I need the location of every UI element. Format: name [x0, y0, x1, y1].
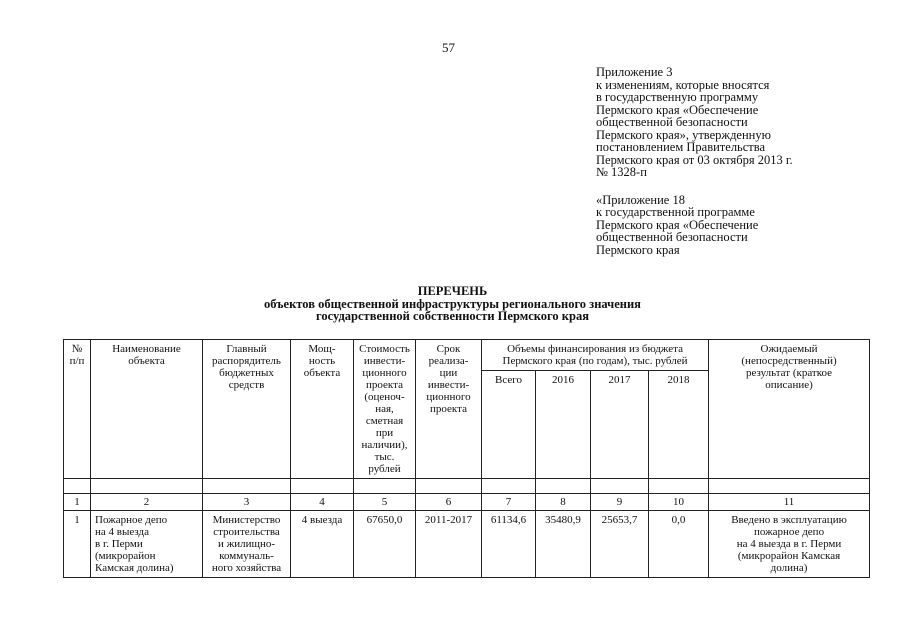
header-name: Наименование объекта [91, 340, 203, 479]
cell-2017: 25653,7 [591, 511, 649, 578]
header-term: Срок реализа- ции инвести- ционного проекта [416, 340, 482, 479]
cell-term: 2011-2017 [416, 511, 482, 578]
cell-capacity: 4 выезда [291, 511, 354, 578]
column-number: 9 [591, 494, 649, 511]
column-number: 4 [291, 494, 354, 511]
header-manager: Главный распорядитель бюджетных средств [203, 340, 291, 479]
cell-cost: 67650,0 [354, 511, 416, 578]
header-result: Ожидаемый (непосредственный) результат (краткое описание) [709, 340, 870, 479]
appendix-line: общественной безопасности [596, 230, 748, 244]
appendix-line: Пермского края от 03 октября 2013 г. [596, 152, 793, 167]
title-line: ПЕРЕЧЕНЬ [417, 284, 488, 298]
appendix-line: «Приложение 18 [596, 192, 685, 207]
appendix-line: к изменениям, которые вносятся [596, 77, 770, 92]
appendix-line: Пермского края», утвержденную [596, 127, 771, 142]
column-number: 11 [709, 494, 870, 511]
appendix-line: общественной безопасности [596, 115, 748, 129]
column-number: 2 [91, 494, 203, 511]
header-total: Всего [482, 371, 536, 479]
header-capacity: Мощ- ность объекта [291, 340, 354, 479]
header-2016: 2016 [536, 371, 591, 479]
header-num: № п/п [64, 340, 91, 479]
appendix-line: Пермского края «Обеспечение [596, 102, 759, 117]
cell-name: Пожарное депо на 4 выезда в г. Перми (микрорайон Камская долина) [91, 511, 203, 578]
title-line: государственной собственности Пермского края [316, 309, 589, 323]
column-number: 1 [64, 494, 91, 511]
column-number: 7 [482, 494, 536, 511]
column-number: 10 [649, 494, 709, 511]
appendix-line: Пермского края «Обеспечение [596, 217, 759, 232]
document-title [0, 285, 905, 323]
header-cost: Стоимость инвести- ционного проекта (оценоч- ная, сметная при наличии), тыс. рублей [354, 340, 416, 479]
cell-2016: 35480,9 [536, 511, 591, 578]
table-spacer-row [64, 479, 870, 494]
header-2017: 2017 [591, 371, 649, 479]
cell-num: 1 [64, 511, 91, 578]
header-2018: 2018 [649, 371, 709, 479]
header-funding: Объемы финансирования из бюджета Пермского края (по годам), тыс. рублей [482, 340, 709, 371]
column-numbers-row [64, 494, 870, 511]
objects-table [63, 339, 870, 578]
column-number: 3 [203, 494, 291, 511]
appendix-line: Пермского края [596, 242, 680, 257]
page-number: 57 [442, 40, 455, 55]
appendix-line: в государственную программу [596, 90, 759, 104]
appendix-line: к государственной программе [596, 205, 755, 219]
appendix-line: № 1328-п [596, 165, 647, 179]
table-row [64, 511, 870, 578]
cell-2018: 0,0 [649, 511, 709, 578]
cell-total: 61134,6 [482, 511, 536, 578]
cell-manager: Министерство строительства и жилищно- коммуналь- ного хозяйства [203, 511, 291, 578]
cell-result: Введено в эксплуатацию пожарное депо на 4 выезда в г. Перми (микрорайон Камская долина) [709, 511, 870, 578]
column-number: 8 [536, 494, 591, 511]
appendix-note [596, 66, 896, 256]
appendix-line: Приложение 3 [596, 65, 673, 79]
column-number: 5 [354, 494, 416, 511]
table-header-row [64, 340, 870, 371]
appendix-line: постановлением Правительства [596, 140, 766, 154]
title-line: объектов общественной инфраструктуры регионального значения [264, 296, 641, 311]
column-number: 6 [416, 494, 482, 511]
